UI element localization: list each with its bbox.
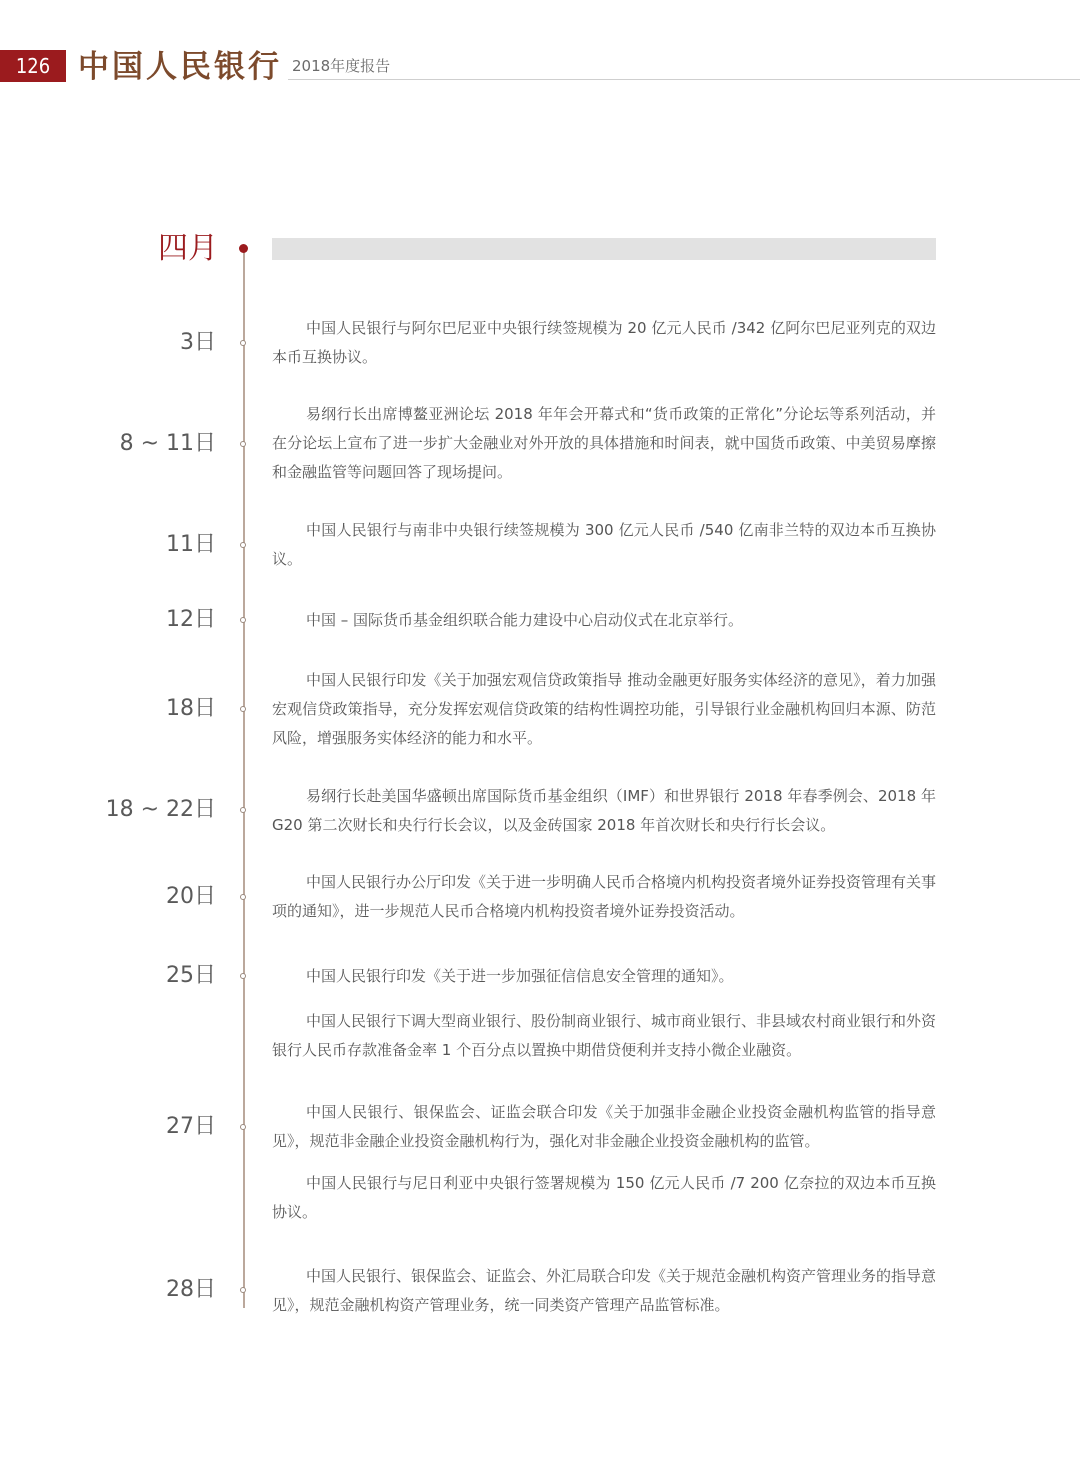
- event-date: 27日: [166, 1114, 216, 1139]
- event-text: 中国人民银行、银保监会、证监会、外汇局联合印发《关于规范金融机构资产管理业务的指导意见》，规范金融机构资产管理业务，统一同类资产管理产品监管标准。: [272, 1267, 937, 1314]
- event-date: 18 ~ 22日: [105, 797, 216, 822]
- event-date: 12日: [166, 607, 216, 632]
- event-text: 中国人民银行与阿尔巴尼亚中央银行续签规模为 20 亿元人民币 /342 亿阿尔巴尼亚列克的双边本币互换协议。: [272, 319, 936, 366]
- timeline-dot: [240, 973, 246, 979]
- event-date: 3日: [180, 330, 216, 355]
- report-title: 2018年度报告: [292, 57, 391, 75]
- timeline-dot: [240, 894, 246, 900]
- timeline-dot: [240, 340, 246, 346]
- event-text: 易纲行长出席博鳌亚洲论坛 2018 年年会开幕式和“货币政策的正常化”分论坛等系列活动，并在分论坛上宣布了进一步扩大金融业对外开放的具体措施和时间表，就中国货币政策、中美贸易摩擦和金融监管等问题回答了现场提问。: [272, 405, 936, 481]
- event-date: 25日: [166, 963, 216, 988]
- page-header: [0, 0, 1080, 90]
- event-text: 中国人民银行、银保监会、证监会联合印发《关于加强非金融企业投资金融机构监管的指导意见》，规范非金融企业投资金融机构行为，强化对非金融企业投资金融机构的监管。: [272, 1103, 936, 1150]
- event-date: 11日: [166, 532, 216, 557]
- timeline-dot: [240, 1124, 246, 1130]
- event-text: 中国人民银行办公厅印发《关于进一步明确人民币合格境内机构投资者境外证券投资管理有关事项的通知》，进一步规范人民币合格境内机构投资者境外证券投资活动。: [272, 873, 937, 920]
- month-heading: 四月: [158, 231, 218, 266]
- month-marker-dot: [239, 244, 248, 253]
- event-text: 易纲行长赴美国华盛顿出席国际货币基金组织（IMF）和世界银行 2018 年春季例会、2018 年 G20 第二次财长和央行行长会议，以及金砖国家 2018 年首次财长和央行行长会议。: [272, 787, 936, 834]
- bank-logo-text: 中国人民银行: [78, 49, 282, 85]
- timeline-line: [243, 248, 245, 1308]
- timeline-dot: [240, 807, 246, 813]
- timeline-dot: [240, 1287, 246, 1293]
- event-date: 18日: [166, 696, 216, 721]
- event-date: 28日: [166, 1277, 216, 1302]
- event-text: 中国人民银行下调大型商业银行、股份制商业银行、城市商业银行、非县域农村商业银行和外资银行人民币存款准备金率 1 个百分点以置换中期借贷便利并支持小微企业融资。: [272, 1012, 937, 1059]
- page-number: 126: [0, 50, 66, 82]
- event-date: 8 ~ 11日: [119, 431, 216, 456]
- event-text: 中国人民银行与南非中央银行续签规模为 300 亿元人民币 /540 亿南非兰特的双边本币互换协议。: [272, 521, 936, 568]
- timeline-dot: [240, 706, 246, 712]
- event-text: 中国 – 国际货币基金组织联合能力建设中心启动仪式在北京举行。: [306, 611, 744, 629]
- timeline-dot: [240, 542, 246, 548]
- timeline-dot: [240, 441, 246, 447]
- header-divider: [288, 79, 1080, 80]
- month-heading-bar: [272, 238, 936, 260]
- timeline-dot: [240, 617, 246, 623]
- event-text: 中国人民银行与尼日利亚中央银行签署规模为 150 亿元人民币 /7 200 亿奈拉的双边本币互换协议。: [272, 1174, 936, 1221]
- event-date: 20日: [166, 884, 216, 909]
- event-text: 中国人民银行印发《关于进一步加强征信信息安全管理的通知》。: [306, 967, 734, 985]
- event-text: 中国人民银行印发《关于加强宏观信贷政策指导 推动金融更好服务实体经济的意见》，着力加强宏观信贷政策指导，充分发挥宏观信贷政策的结构性调控功能，引导银行业金融机构回归本源、防范风险，增强服务实体经济的能力和水平。: [272, 671, 936, 747]
